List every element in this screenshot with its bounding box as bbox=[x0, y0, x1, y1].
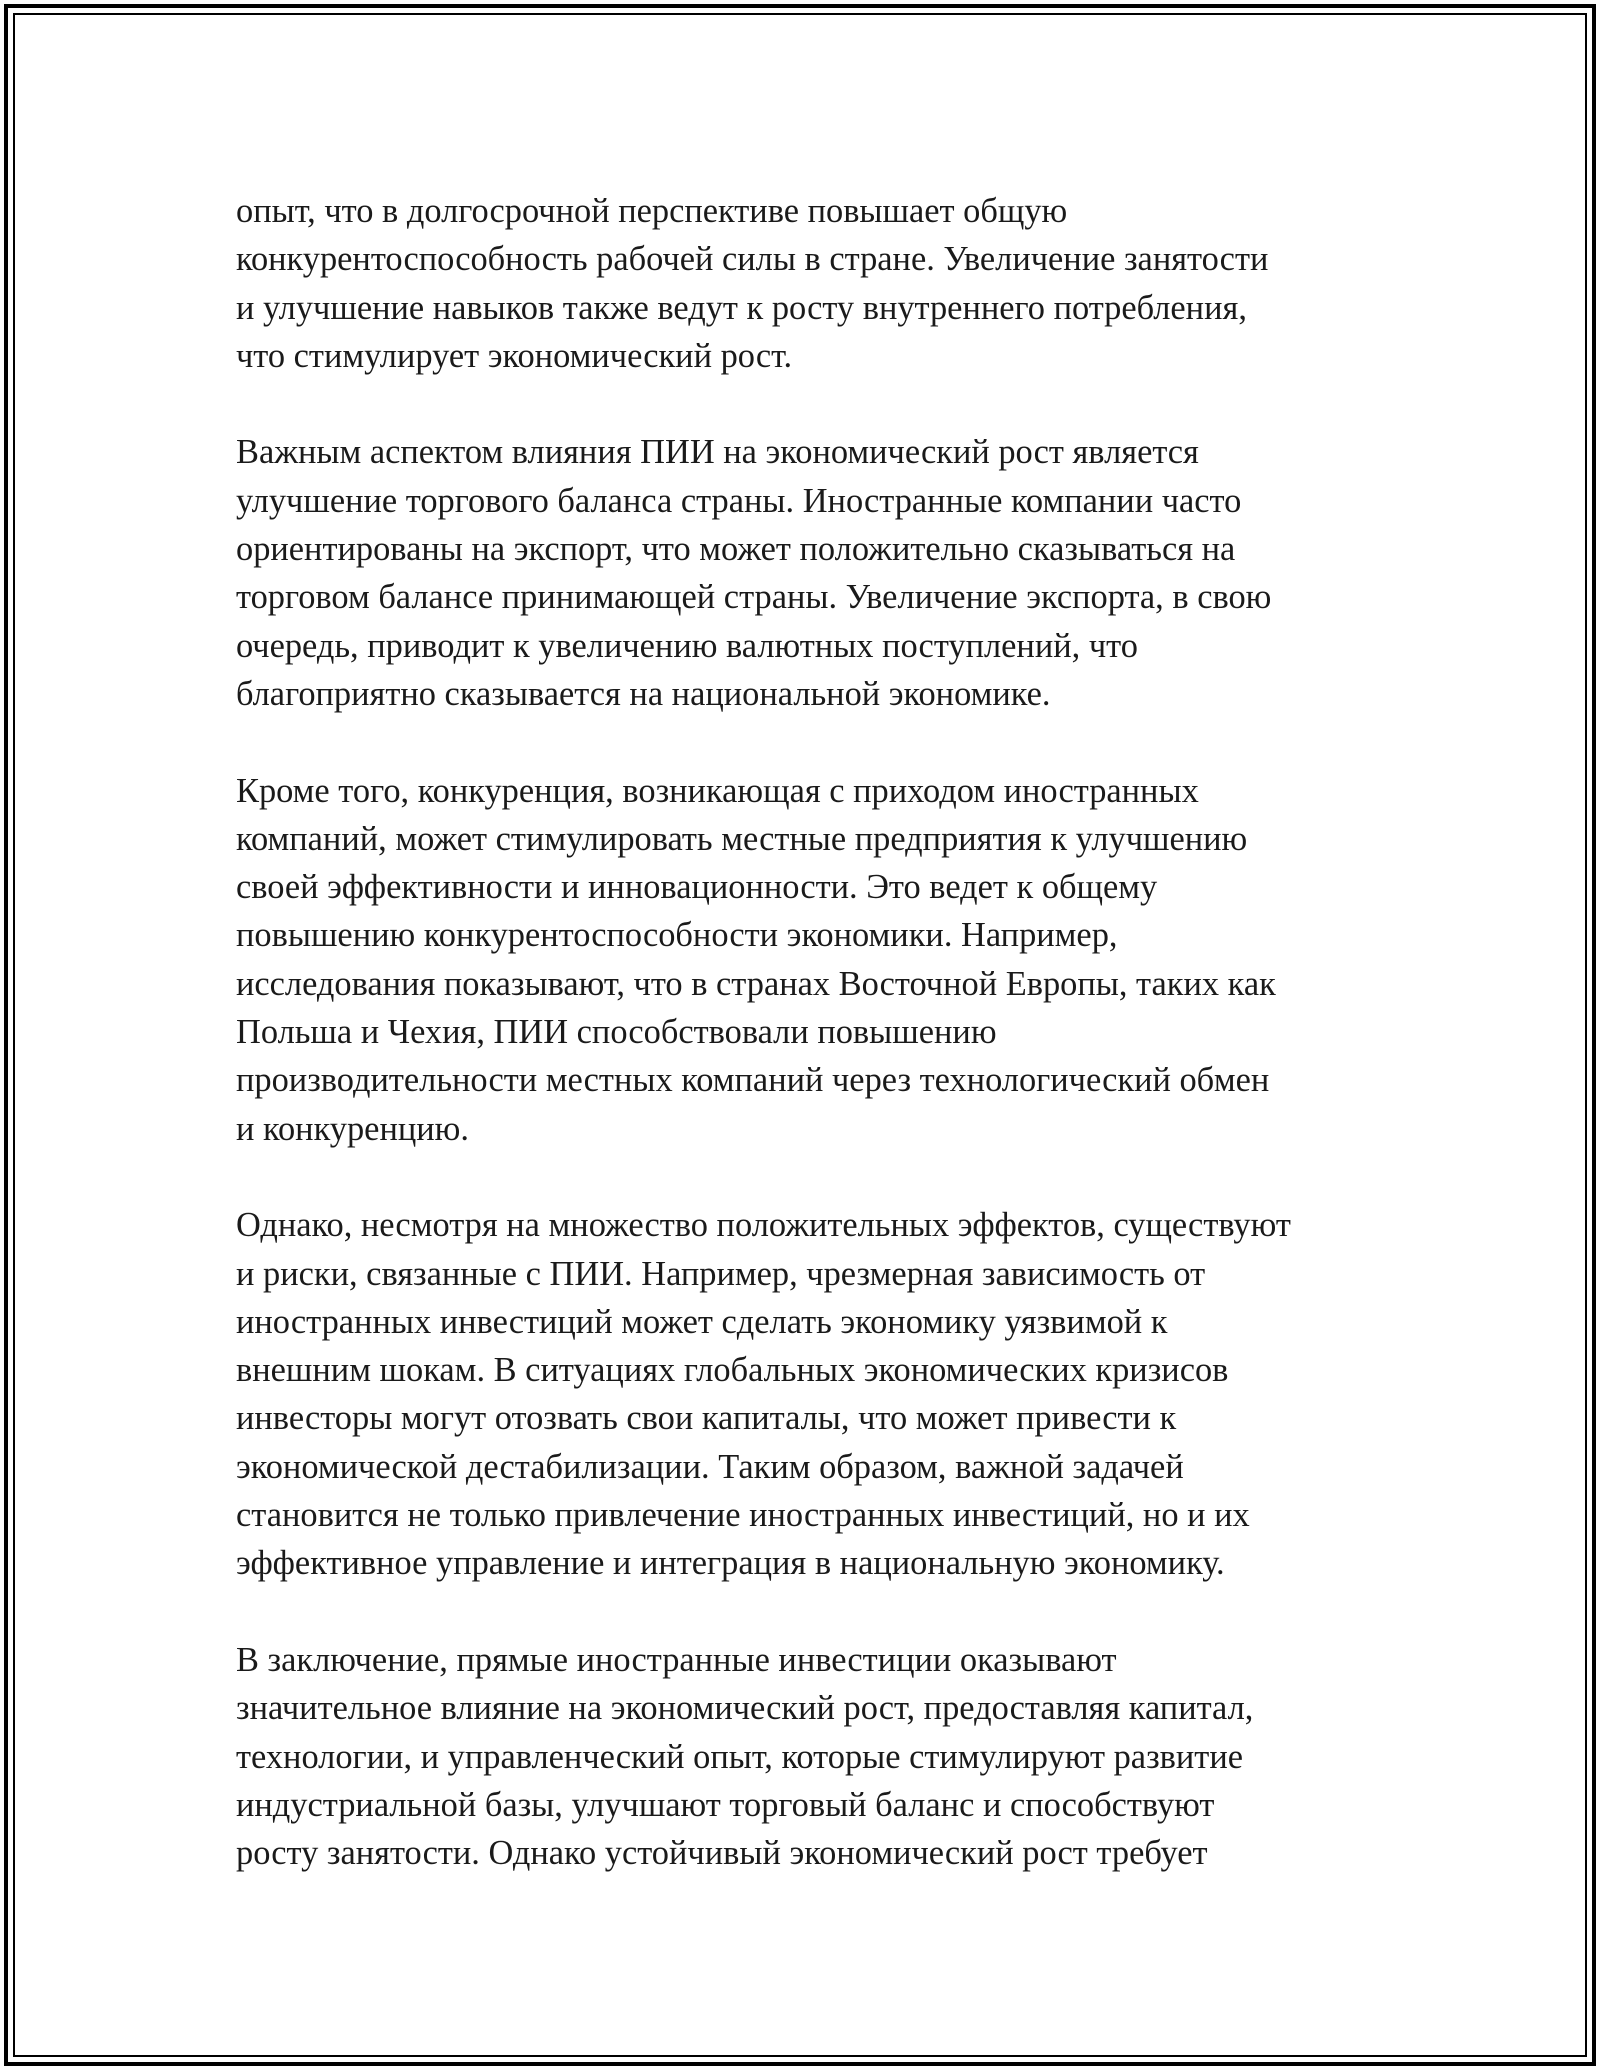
paragraph-2 bbox=[236, 428, 1376, 718]
text-line: ориентированы на экспорт, что может положительно сказываться на bbox=[236, 530, 1236, 569]
text-line: компаний, может стимулировать местные предприятия к улучшению bbox=[236, 819, 1248, 858]
text-line: росту занятости. Однако устойчивый экономический рост требует bbox=[236, 1834, 1208, 1873]
text-line: своей эффективности и инновационности. Это ведет к общему bbox=[236, 868, 1158, 907]
text-line: Важным аспектом влияния ПИИ на экономический рост является bbox=[236, 433, 1199, 472]
text-line: становится не только привлечение иностранных инвестиций, но и их bbox=[236, 1496, 1250, 1535]
text-line: производительности местных компаний через технологический обмен bbox=[236, 1061, 1270, 1100]
text-line: повышению конкурентоспособности экономики. Например, bbox=[236, 916, 1118, 955]
text-line: эффективное управление и интеграция в национальную экономику. bbox=[236, 1544, 1225, 1583]
paragraph-3 bbox=[236, 767, 1376, 1153]
paragraph-4 bbox=[236, 1201, 1376, 1587]
text-line: индустриальной базы, улучшают торговый баланс и способствуют bbox=[236, 1785, 1215, 1824]
text-line: Однако, несмотря на множество положительных эффектов, существуют bbox=[236, 1206, 1291, 1245]
paragraph-1 bbox=[236, 187, 1376, 380]
text-line: очередь, приводит к увеличению валютных поступлений, что bbox=[236, 626, 1138, 665]
document-body bbox=[236, 187, 1376, 1926]
text-line: В заключение, прямые иностранные инвестиции оказывают bbox=[236, 1640, 1117, 1679]
text-line: и конкуренцию. bbox=[236, 1109, 469, 1148]
text-line: иностранных инвестиций может сделать экономику уязвимой к bbox=[236, 1302, 1168, 1341]
text-line: экономической дестабилизации. Таким образом, важной задачей bbox=[236, 1447, 1184, 1486]
text-line: Польша и Чехия, ПИИ способствовали повышению bbox=[236, 1013, 997, 1052]
text-line: технологии, и управленческий опыт, которые стимулируют развитие bbox=[236, 1737, 1243, 1776]
text-line: и риски, связанные с ПИИ. Например, чрезмерная зависимость от bbox=[236, 1254, 1206, 1293]
paragraph-5 bbox=[236, 1636, 1376, 1877]
text-line: исследования показывают, что в странах Восточной Европы, таких как bbox=[236, 964, 1276, 1003]
text-line: что стимулирует экономический рост. bbox=[236, 336, 793, 375]
text-line: внешним шокам. В ситуациях глобальных экономических кризисов bbox=[236, 1351, 1229, 1390]
text-line: Кроме того, конкуренция, возникающая с приходом иностранных bbox=[236, 771, 1199, 810]
text-line: инвесторы могут отозвать свои капиталы, что может привести к bbox=[236, 1399, 1177, 1438]
text-line: торговом балансе принимающей страны. Увеличение экспорта, в свою bbox=[236, 578, 1272, 617]
text-line: и улучшение навыков также ведут к росту внутреннего потребления, bbox=[236, 288, 1247, 327]
text-line: значительное влияние на экономический рост, предоставляя капитал, bbox=[236, 1689, 1254, 1728]
text-line: опыт, что в долгосрочной перспективе повышает общую bbox=[236, 192, 1068, 230]
text-line: конкурентоспособность рабочей силы в стране. Увеличение занятости bbox=[236, 240, 1269, 279]
text-line: улучшение торгового баланса страны. Иностранные компании часто bbox=[236, 481, 1242, 520]
text-line: благоприятно сказывается на национальной экономике. bbox=[236, 674, 1051, 713]
